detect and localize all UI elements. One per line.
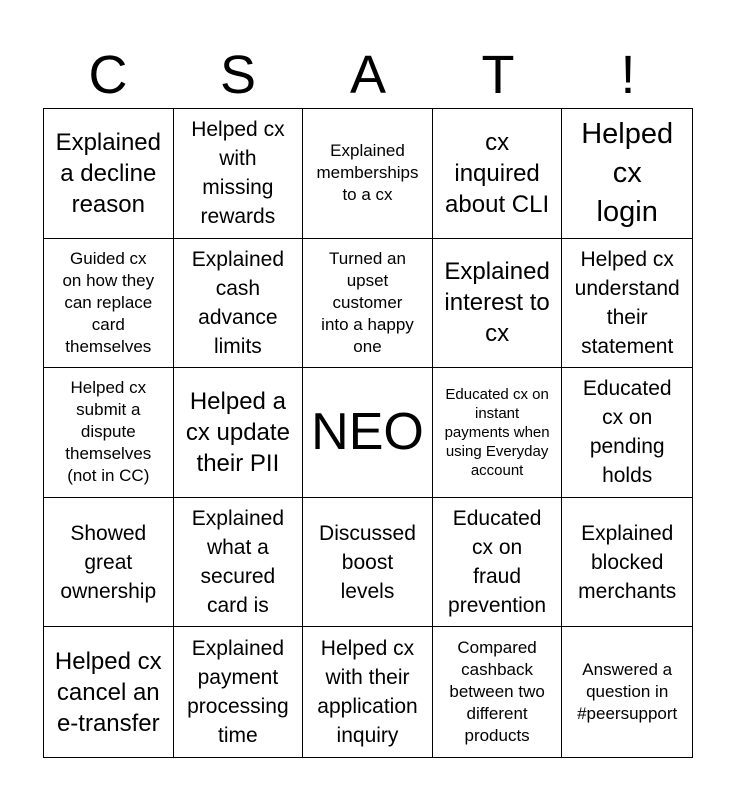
bingo-cell[interactable] [303,498,433,628]
bingo-free-cell[interactable] [303,368,433,498]
bingo-cell[interactable] [44,239,174,369]
bingo-cell[interactable] [303,109,433,239]
bingo-cell-text: Helped cx with their application inquiry [317,637,418,748]
bingo-cell[interactable] [174,627,304,757]
bingo-cell-text: Compared cashback between two different products [449,638,545,746]
bingo-cell-text: Explained cash advance limits [191,247,284,358]
bingo-cell-text: Discussed boost levels [319,521,416,603]
bingo-cell-text: Turned an upset customer into a happy one [321,248,414,356]
bingo-cell-text: Helped cx understand their statement [574,247,680,358]
bingo-cell-text: Helped cx cancel an e-transfer [54,647,162,737]
bingo-cell-text: Helped cx login [581,117,674,228]
bingo-cell-text: Answered a question in #peersupport [577,660,678,724]
bingo-cell-text: Helped cx with missing rewards [191,118,285,229]
bingo-cell-text: cx inquired about CLI [445,128,550,218]
bingo-cell[interactable] [174,498,304,628]
bingo-cell-text: Guided cx on how they can replace card themselves [62,248,155,356]
bingo-cell[interactable] [174,239,304,369]
bingo-header [43,40,693,110]
bingo-cell-text: Helped a cx update their PII [185,387,290,477]
bingo-cell[interactable] [174,368,304,498]
bingo-cell[interactable] [44,109,174,239]
bingo-cell[interactable] [303,239,433,369]
bingo-cell[interactable] [44,627,174,757]
free-space-label: NEO [311,403,424,462]
header-letter-t: T [481,45,515,105]
bingo-cell[interactable] [433,498,563,628]
bingo-cell-text: Showed great ownership [60,521,157,603]
bingo-cell[interactable] [44,368,174,498]
bingo-cell[interactable] [433,627,563,757]
bingo-cell-text: Educated cx on instant payments when using Everyday account [444,385,550,479]
header-letter-c: C [88,45,128,105]
bingo-cell-text: Explained payment processing time [187,637,289,748]
bingo-cell-text: Explained memberships to a cx [316,141,419,205]
header-letter-exclamation: ! [620,45,636,105]
bingo-cell[interactable] [562,109,692,239]
bingo-cell[interactable] [562,239,692,369]
bingo-cell[interactable] [433,239,563,369]
bingo-cell-text: Educated cx on pending holds [582,377,672,488]
bingo-cell[interactable] [562,627,692,757]
bingo-cell[interactable] [433,368,563,498]
bingo-cell[interactable] [174,109,304,239]
bingo-cell[interactable] [433,109,563,239]
bingo-cell[interactable] [44,498,174,628]
bingo-cell-text: Helped cx submit a dispute themselves (not in CC) [65,378,152,486]
header-letter-a: A [349,45,387,105]
bingo-cell-text: Educated cx on fraud prevention [448,507,547,618]
bingo-cell-text: Explained interest to cx [444,258,550,348]
bingo-cell[interactable] [562,498,692,628]
bingo-cell[interactable] [303,627,433,757]
bingo-card-grid [43,108,693,758]
bingo-cell-text: Explained blocked merchants [578,521,677,603]
header-letter-s: S [219,45,257,105]
bingo-cell-text: Explained a decline reason [55,128,161,218]
bingo-cell-text: Explained what a secured card is [191,507,284,618]
bingo-cell[interactable] [562,368,692,498]
